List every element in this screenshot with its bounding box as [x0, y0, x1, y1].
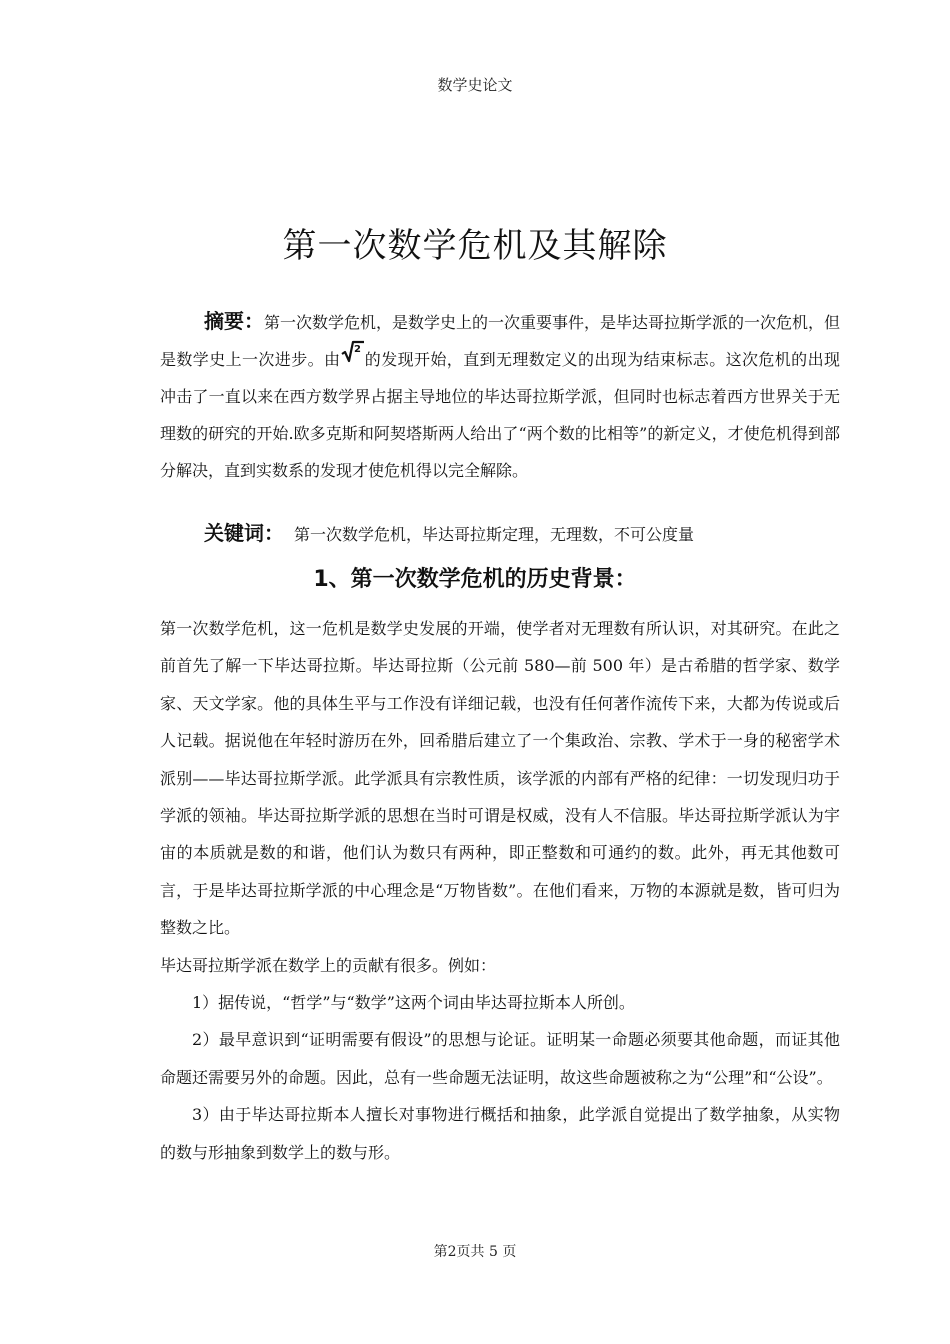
page-footer: 第2页共 5 页 [433, 1244, 517, 1260]
section-1-body [160, 610, 840, 1171]
keywords-label: 关键词： [204, 521, 284, 545]
paper-title: 第一次数学危机及其解除 [282, 226, 668, 266]
paragraph-2: 毕达哥拉斯学派在数学上的贡献有很多。例如： [160, 955, 497, 975]
keywords-text: 第一次数学危机，毕达哥拉斯定理，无理数，不可公度量 [294, 525, 695, 544]
abstract-text-2: 的发现开始，直到无理数定义的出现为结束标志。这次危机的出现冲击了一直以来在西方数学界占据主导地位的毕达哥拉斯学派，但同时也标志着西方世界关于无理数的研究的开始.欧多克斯和阿契塔斯两人给出了“两个数的比相等”的新定义，才使危机得到部分解决，直到实数系的发现才使危机得以完全解除。 [160, 350, 840, 480]
keywords [204, 518, 844, 550]
list-item-1: 1）据传说，“哲学”与“数学”这两个词由毕达哥拉斯本人所创。 [192, 993, 635, 1013]
paragraph-1: 第一次数学危机，这一危机是数学史发展的开端，使学者对无理数有所认识，对其研究。在此之前首先了解一下毕达哥拉斯。毕达哥拉斯（公元前 580—前 500 年）是古希腊的哲学家、数学家、天文学家。他的具体生平与工作没有详细记载，也没有任何著作流传下来，大都为传说或后人记载。据说他在年轻时游历在外，回希腊后建立了一个集政治、宗教、学术于一身的秘密学术派别——毕达哥拉斯学派。此学派具有宗教性质，该学派的内部有严格的纪律：一切发现归功于学派的领袖。毕达哥拉斯学派的思想在当时可谓是权威，没有人不信服。毕达哥拉斯学派认为宇宙的本质就是数的和谐，他们认为数只有两种，即正整数和可通约的数。此外，再无其他数可言，于是毕达哥拉斯学派的中心理念是“万物皆数”。在他们看来，万物的本源就是数，皆可归为整数之比。 [160, 619, 840, 938]
list-item-2: 2）最早意识到“证明需要有假设”的思想与论证。证明某一命题必须要其他命题，而证其他命题还需要另外的命题。因此，总有一些命题无法证明，故这些命题被称之为“公理”和“公设”。 [160, 1030, 840, 1087]
list-item-3: 3）由于毕达哥拉斯本人擅长对事物进行概括和抽象，此学派自觉提出了数学抽象，从实物的数与形抽象到数学上的数与形。 [160, 1105, 840, 1162]
sqrt-two-symbol [341, 345, 363, 367]
abstract-text-1: 第一次数学危机，是数学史上的一次重要事件，是毕达哥拉斯学派的一次危机，但是数学史上一次进步。由 [160, 313, 841, 369]
page-header: 数学史论文 [437, 76, 513, 94]
section-1-heading: 1、第一次数学危机的历史背景： [313, 567, 637, 592]
svg-text:2: 2 [354, 344, 362, 355]
abstract [160, 303, 840, 489]
abstract-label: 摘要： [204, 309, 264, 333]
